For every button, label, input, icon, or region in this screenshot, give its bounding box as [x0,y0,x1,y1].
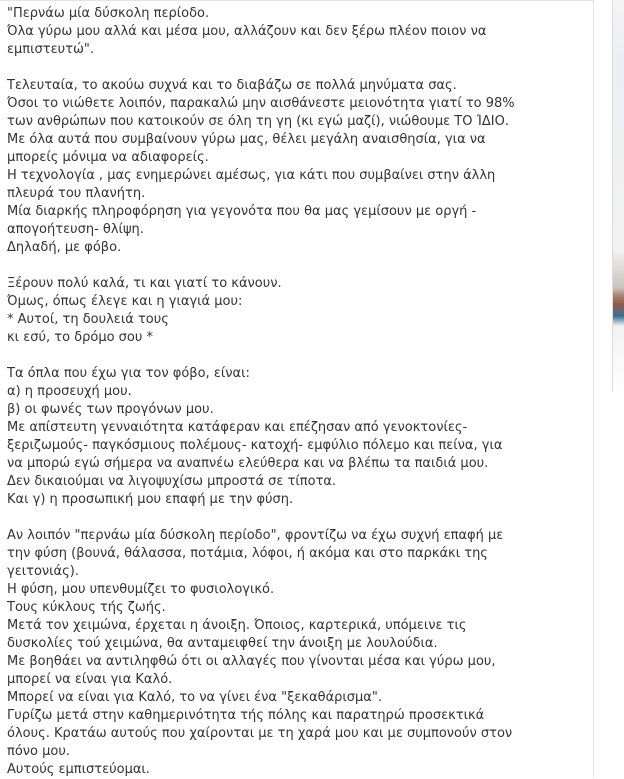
post-line: Και γ) η προσωπική μου επαφή με την φύση. [7,492,294,507]
post-line: Με απίστευτη γενναιότητα κατάφεραν και επέζησαν από γενοκτονίες- [7,420,468,435]
post-line: γειτονιάς). [7,564,79,579]
post-border-top [0,0,594,1]
post-line: των ανθρώπων που κατοικούν σε όλη τη γη (κι εγώ μαζί), νιώθουμε ΤΟ ΊΔΙΟ. [7,114,509,129]
post-line: α) η προσευχή μου. [7,384,132,399]
post-line: β) οι φωνές των προγόνων μου. [7,402,214,417]
post-line: πλευρά του πλανήτη. [7,186,146,201]
post-line: Όμως, όπως έλεγε και η γιαγιά μου: [7,294,243,309]
side-thumbnail-image[interactable] [612,0,624,392]
post-line: Όσοι το νιώθετε λοιπόν, παρακαλώ μην αισθάνεστε μειονότητα γιατί το 98% [7,96,515,111]
post-line: πόνο μου. [7,744,71,759]
post-line: "Περνάω μία δύσκολη περίοδο. [7,6,210,21]
post-line: εμπιστευτώ". [7,42,94,57]
post-line: Με βοηθάει να αντιληφθώ ότι οι αλλαγές που γίνονται μέσα και γύρω μου, [7,654,496,669]
post-line: να μπορώ εγώ σήμερα να αναπνέω ελεύθερα και να βλέπω τα παιδιά μου. [7,456,489,471]
post-line: Τελευταία, το ακούω συχνά και το διαβάζω σε πολλά μηνύματα σας. [7,78,457,93]
post-line: Με όλα αυτά που συμβαίνουν γύρω μας, θέλει μεγάλη αναισθησία, για να [7,132,486,147]
post-line: Τα όπλα που έχω για τον φόβο, είναι: [7,366,250,381]
post-border-right [593,0,594,778]
post-line: απογοήτευση- θλίψη. [7,222,144,237]
post-line: την φύση (βουνά, θάλασσα, ποτάμια, λόφοι, ή ακόμα και στο παρκάκι της [7,546,488,561]
post-line: μπορεί να είναι για Καλό. [7,672,173,687]
post-body [7,5,587,779]
post-line: Όλα γύρω μου αλλά και μέσα μου, αλλάζουν και δεν ξέρω πλέον ποιον να [7,24,487,39]
post-line: Δεν δικαιούμαι να λιγοψυχίσω μπροστά σε τίποτα. [7,474,337,489]
paragraph-gap [7,59,587,77]
post-line: Τους κύκλους τής ζωής. [7,600,166,615]
post-line: Ξέρουν πολύ καλά, τι και γιατί το κάνουν. [7,276,282,291]
post-line: Γυρίζω μετά στην καθημερινότητα τής πόλης και παρατηρώ προσεκτικά [7,708,485,723]
paragraph-gap [7,257,587,275]
post-line: Δηλαδή, με φόβο. [7,240,122,255]
paragraph-gap [7,509,587,527]
post-line: όλους. Κρατάω αυτούς που χαίρονται με τη χαρά μου και με συμπονούν στον [7,726,513,741]
post-line: ξεριζωμούς- παγκόσμιους πολέμους- κατοχή- εμφύλιο πόλεμο και πείνα, για [7,438,503,453]
post-line: Η τεχνολογία , μας ενημερώνει αμέσως, για κάτι που συμβαίνει στην άλλη [7,168,496,183]
paragraph-gap [7,347,587,365]
post-line: Μετά τον χειμώνα, έρχεται η άνοιξη. Όποιος, καρτερικά, υπόμεινε τις [7,618,467,633]
post-line: Μία διαρκής πληροφόρηση για γεγονότα που θα μας γεμίσουν με οργή - [7,204,477,219]
post-line: Αυτούς εμπιστεύομαι. [7,762,150,777]
post-line: Αν λοιπόν "περνάω μία δύσκολη περίοδο", φροντίζω να έχω συχνή επαφή με [7,528,504,543]
post-line: Μπορεί να είναι για Καλό, το να γίνει ένα "ξεκαθάρισμα". [7,690,382,705]
post-line: μπορείς μόνιμα να αδιαφορείς. [7,150,209,165]
post-line: * Αυτοί, τη δουλειά τους [7,312,169,327]
post-line: Η φύση, μου υπενθυμίζει το φυσιολογικό. [7,582,275,597]
post-line: κι εσύ, το δρόμο σου * [7,330,154,345]
side-thumbnail-border [612,0,613,392]
post-line: δυσκολίες τού χειμώνα, θα ανταμειφθεί την άνοιξη με λουλούδια. [7,636,438,651]
